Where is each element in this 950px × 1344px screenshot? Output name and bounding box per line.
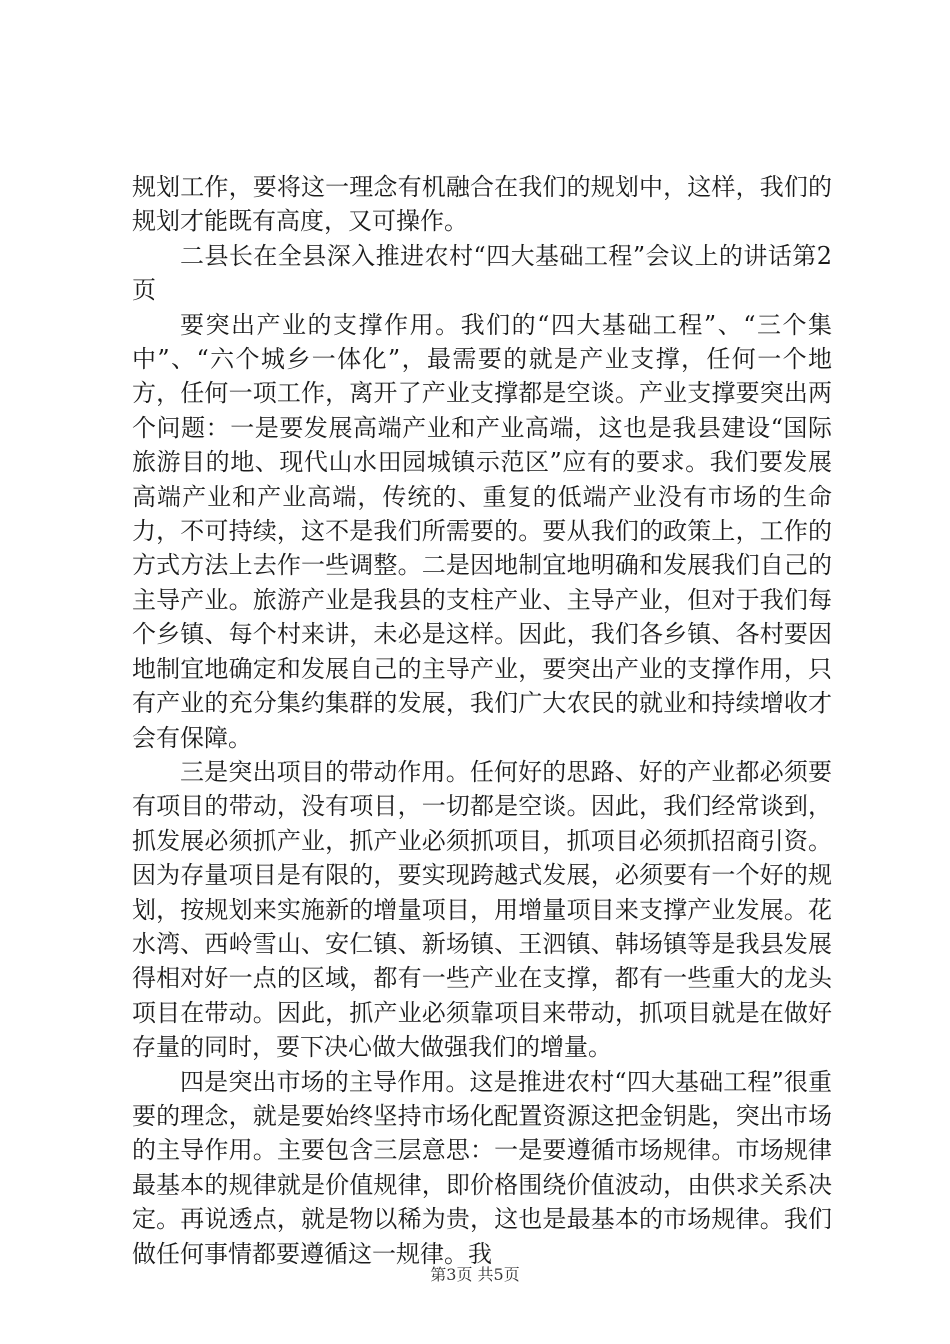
document-body — [132, 170, 832, 1271]
section-heading: 二县长在全县深入推进农村“四大基础工程”会议上的讲话第2页 — [132, 241, 832, 305]
paragraph-industry-support: 要突出产业的支撑作用。我们的“四大基础工程”、“三个集中”、“六个城乡一体化”，最需要的就是产业支撑，任何一个地方，任何一项工作，离开了产业支撑都是空谈。产业支撑要突出两个问题：一是要发展高端产业和产业高端，这也是我县建设“国际旅游目的地、现代山水田园城镇示范区”应有的要求。我们要发展高端产业和产业高端，传统的、重复的低端产业没有市场的生命力，不可持续，这不是我们所需要的。要从我们的政策上，工作的方式方法上去作一些调整。二是因地制宜地明确和发展我们自己的主导产业。旅游产业是我县的支柱产业、主导产业，但对于我们每个乡镇、每个村来讲，未必是这样。因此，我们各乡镇、各村要因地制宜地确定和发展自己的主导产业，要突出产业的支撑作用，只有产业的充分集约集群的发展，我们广大农民的就业和持续增收才会有保障。 — [132, 310, 832, 752]
paragraph-market-leading: 四是突出市场的主导作用。这是推进农村“四大基础工程”很重要的理念，就是要始终坚持市场化配置资源这把金钥匙，突出市场的主导作用。主要包含三层意思：一是要遵循市场规律。市场规律最基本的规律就是价值规律，即价格围绕价值波动，由供求关系决定。再说透点，就是物以稀为贵，这也是最基本的市场规律。我们做任何事情都要遵循这一规律。我 — [132, 1067, 832, 1268]
page-number-footer: 第3页 共5页 — [430, 1265, 520, 1284]
paragraph-project-driving: 三是突出项目的带动作用。任何好的思路、好的产业都必须要有项目的带动，没有项目，一切都是空谈。因此，我们经常谈到，抓发展必须抓产业，抓产业必须抓项目，抓项目必须抓招商引资。因为存量项目是有限的，要实现跨越式发展，必须要有一个好的规划，按规划来实施新的增量项目，用增量项目来支撑产业发展。花水湾、西岭雪山、安仁镇、新场镇、王泗镇、韩场镇等是我县发展得相对好一点的区域，都有一些产业在支撑，都有一些重大的龙头项目在带动。因此，抓产业必须靠项目来带动，抓项目就是在做好存量的同时，要下决心做大做强我们的增量。 — [132, 757, 832, 1062]
paragraph-continuation: 规划工作，要将这一理念有机融合在我们的规划中，这样，我们的规划才能既有高度，又可操作。 — [132, 173, 832, 236]
